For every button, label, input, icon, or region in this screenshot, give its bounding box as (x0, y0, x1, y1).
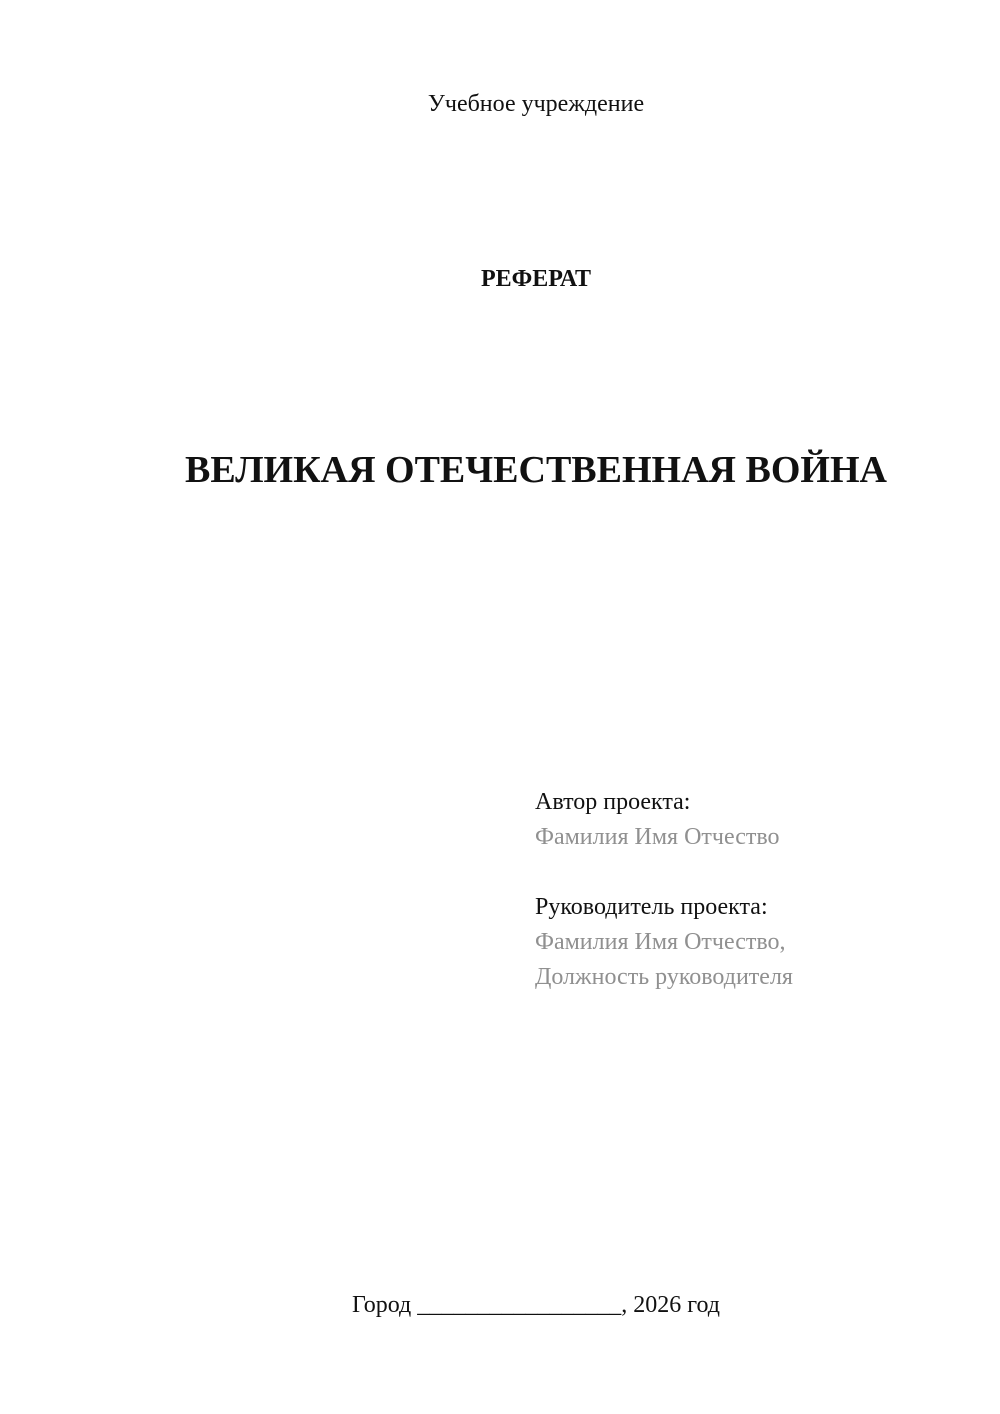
supervisor-name-placeholder: Фамилия Имя Отчество, (535, 929, 786, 955)
author-block (535, 785, 780, 855)
document-title: ВЕЛИКАЯ ОТЕЧЕСТВЕННАЯ ВОЙНА (185, 449, 887, 491)
supervisor-position-placeholder: Должность руководителя (535, 964, 793, 990)
document-type-heading: РЕФЕРАТ (480, 266, 592, 292)
author-name-placeholder: Фамилия Имя Отчество (535, 824, 780, 850)
supervisor-block (535, 890, 793, 995)
institution-name: Учебное учреждение (427, 91, 645, 117)
city-year-line: Город _________________, 2026 год (351, 1292, 721, 1318)
author-label: Автор проекта: (535, 789, 691, 815)
supervisor-label: Руководитель проекта: (535, 894, 768, 920)
